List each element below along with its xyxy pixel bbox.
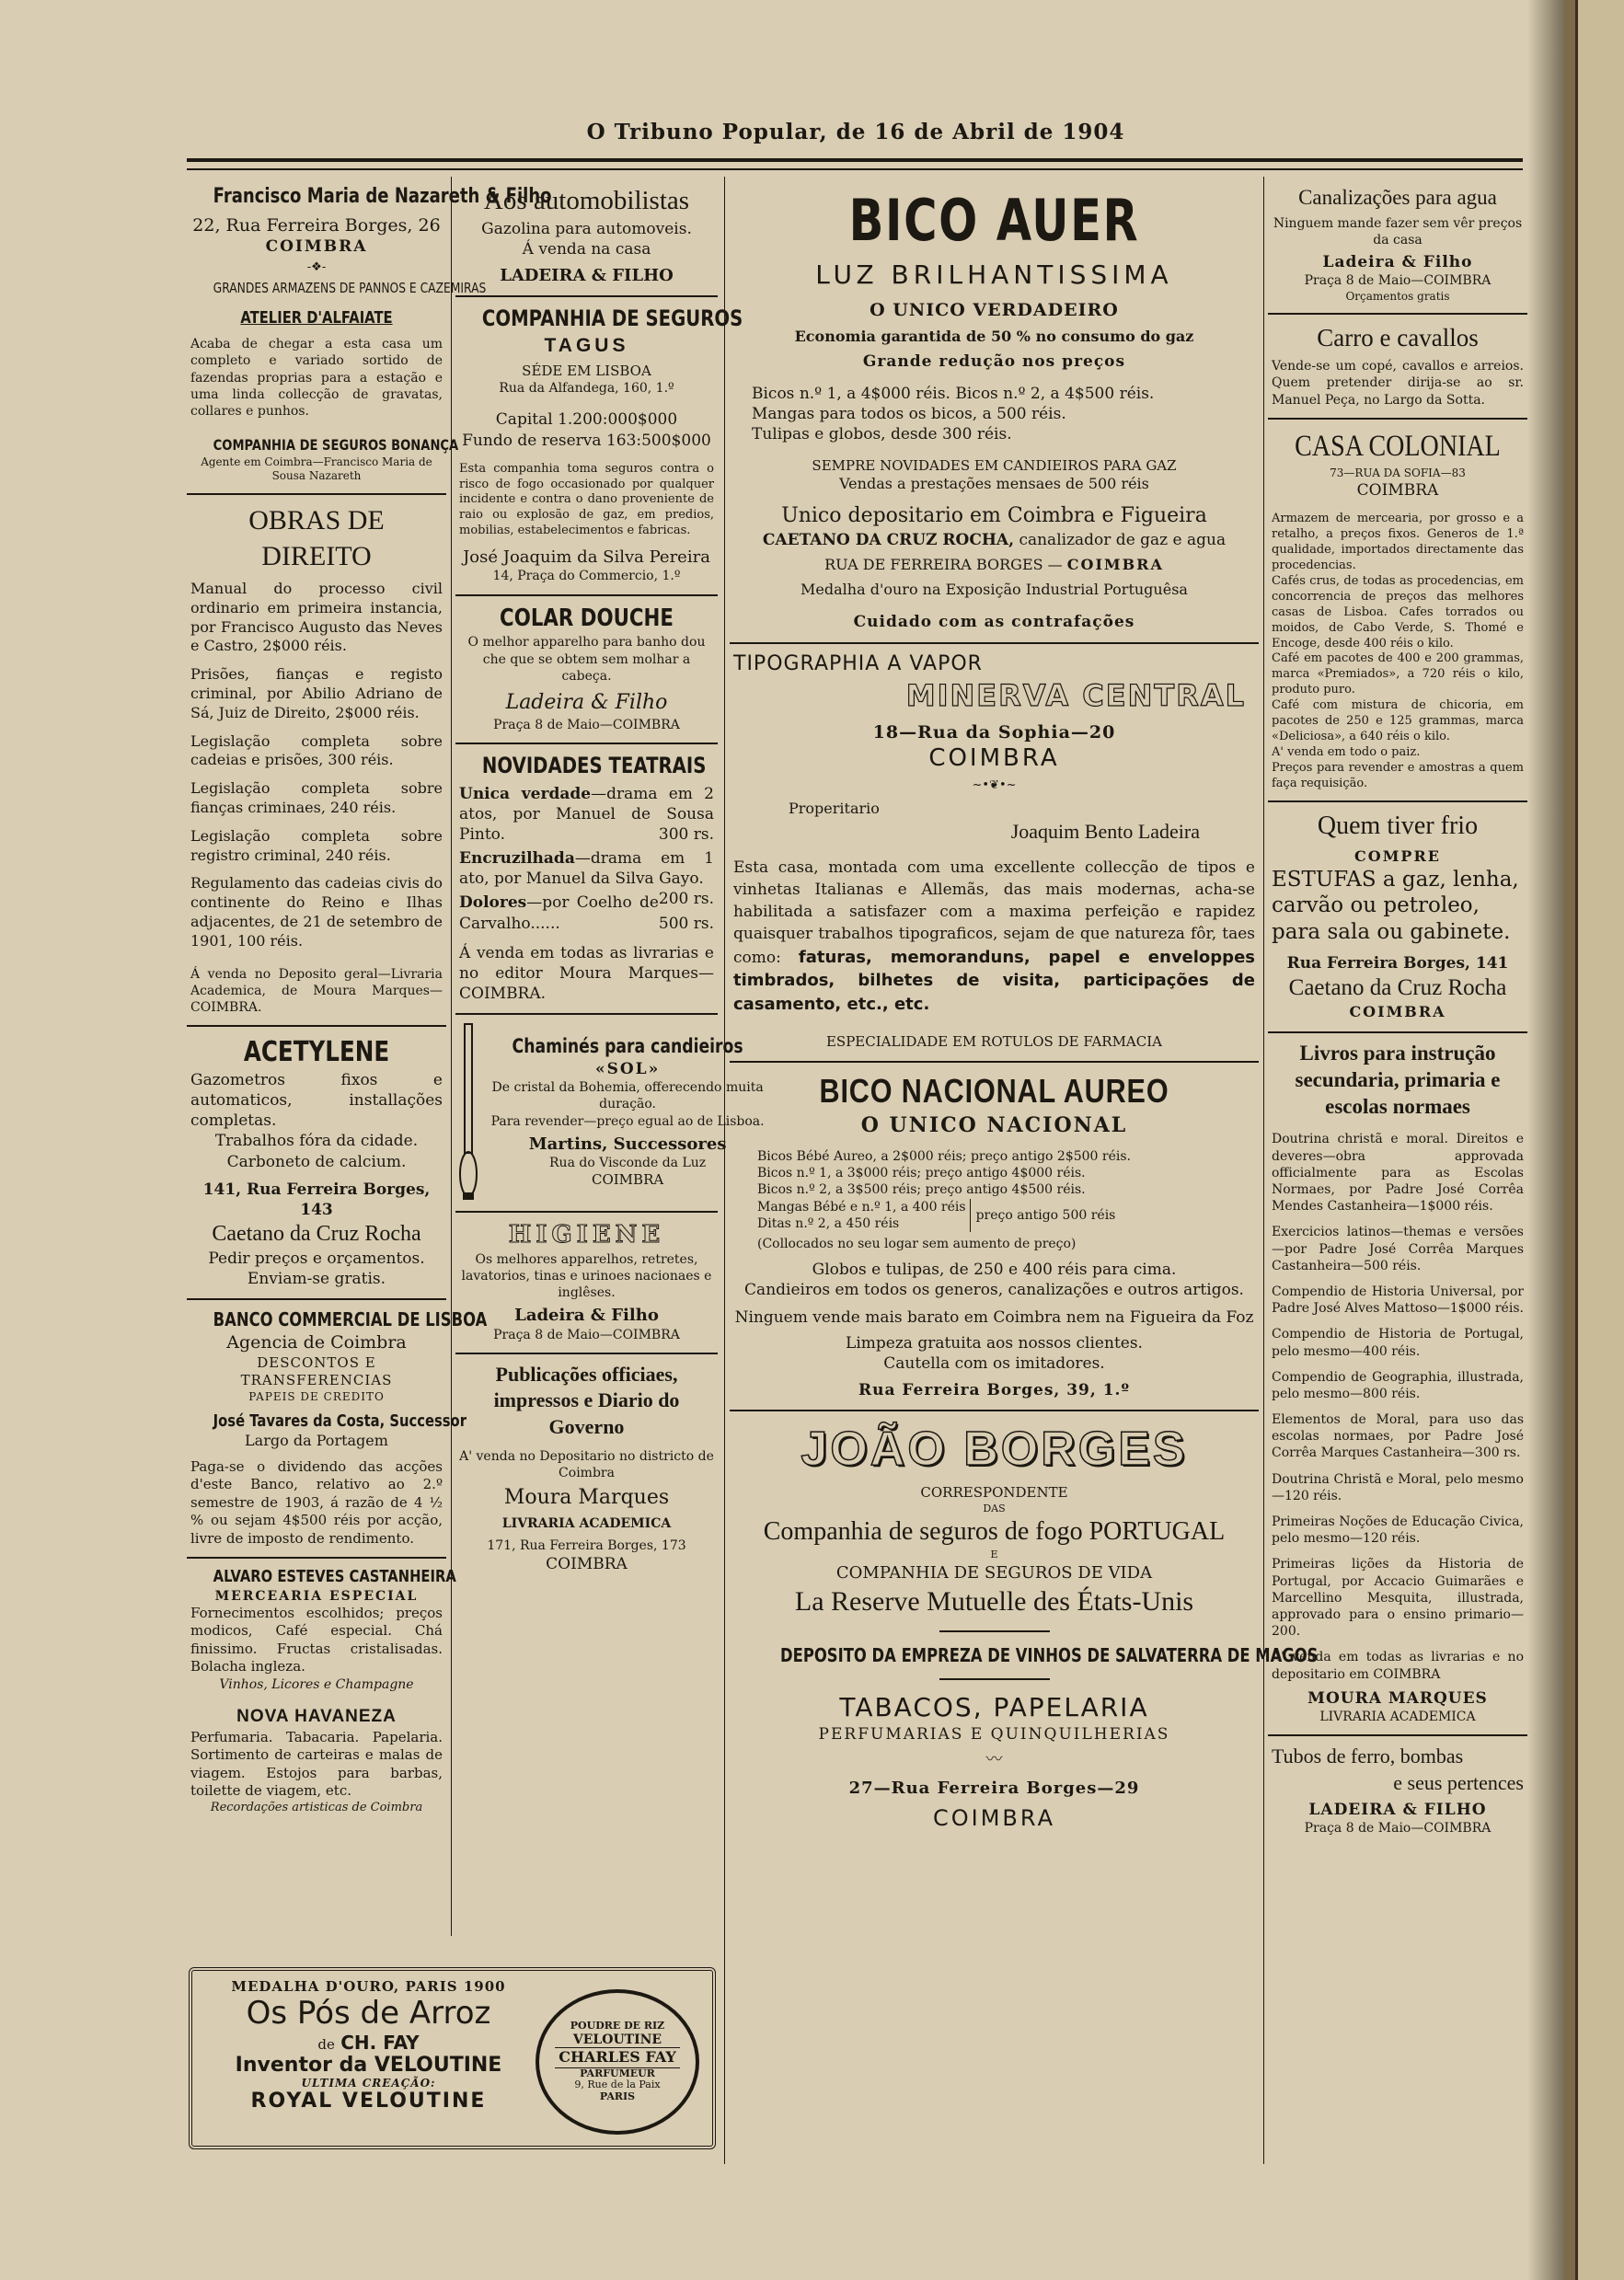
ad-subtitle: COMPRE <box>1354 846 1441 865</box>
ad-publicacoes <box>455 1354 718 1583</box>
column-4 <box>1268 177 1527 1846</box>
ad-address: 27—Rua Ferreira Borges—29 <box>848 1778 1140 1798</box>
ad-text: Trabalhos fóra da cidade. <box>214 1132 419 1151</box>
play-desc: —drama em 1 ato, por Manuel da Silva Gayo. <box>459 849 714 889</box>
ad-subtitle: GRANDES ARMAZENS DE PANNOS E CAZEMIRAS <box>213 280 487 297</box>
ad-text: ULTIMA CREAÇÃO: <box>301 2077 436 2090</box>
column-divider <box>1263 177 1264 2164</box>
ad-city: COIMBRA <box>1356 481 1439 501</box>
ad-text: Paga-se o dividendo das acções d'este Banco, relativo ao 2.º semestre de 1903, á razão de 4 ½ % ou sejam 4$500 réis por acção, livre de imposto de rendimento. <box>190 1457 443 1547</box>
ad-title: Tubos de ferro, bombas <box>1272 1745 1464 1768</box>
ad-text: Café em pacotes de 400 e 200 grammas, marca «Premiados», a 720 réis o kilo, produto puro. <box>1272 651 1524 697</box>
ad-text: Á venda em todas as livrarias e no editor Moura Marques—COIMBRA. <box>459 943 714 1003</box>
price-line: Mangas para todos os bicos, a 500 réis. <box>752 404 1066 423</box>
ad-title: COLAR DOUCHE <box>500 604 674 632</box>
ad-address: 18—Rua da Sophia—20 <box>872 721 1116 743</box>
ad-text: Gazometros fixos e automaticos, installações completas. <box>190 1071 443 1131</box>
ad-name: MOURA MARQUES <box>1307 1688 1488 1708</box>
price-line: Bicos n.º 1, a 4$000 réis. Bicos n.º 2, a 4$500 réis. <box>752 384 1155 403</box>
book-item: Exercicios latinos—themas e versões—por Padre José Corrêa Marques Castanheira—500 réis. <box>1272 1225 1524 1273</box>
ad-text: De cristal da Bohemia, offerecendo muita duração. <box>491 1080 764 1112</box>
price-line: preço antigo 500 réis <box>975 1207 1116 1223</box>
ad-text: Esta companhia toma seguros contra o risco de fogo occasionado por qualquer incidente e contra o dano proveniente de raio ou explosão de gaz, em predios, mobilias, estabelecimentos e fabricas. <box>459 461 714 538</box>
ad-text: Inventor da VELOUTINE <box>235 2054 502 2077</box>
ad-text: E <box>990 1549 998 1561</box>
ad-title: COMPANHIA DE SEGUROS <box>481 305 743 332</box>
ad-canalizacoes <box>1268 177 1527 315</box>
ad-text: CORRESPONDENTE <box>920 1484 1068 1502</box>
ad-title: Livros para instrução secundaria, primaria e escolas normaes <box>1295 1042 1501 1118</box>
ad-city: COIMBRA <box>265 237 368 257</box>
ad-text: Preços para revender e amostras a quem faça requisição. <box>1272 760 1524 790</box>
ad-text: Cautella com os imitadores. <box>883 1354 1105 1374</box>
ad-title: Francisco Maria de Nazareth & Filho <box>213 185 552 208</box>
ad-address: Praça 8 de Maio—COIMBRA <box>493 717 680 732</box>
ad-text: Cafés crus, de todas as procedencias, em concorrencia de preços das melhores casas de Lisboa. Cafes torrados ou moidos, de Cabo Verde, S. Thomé e Encoge, desde 400 réis o kilo. <box>1272 573 1524 651</box>
play-price: 500 rs. <box>658 914 714 933</box>
price-line: Ditas n.º 2, a 450 réis <box>757 1215 900 1231</box>
ad-higiene <box>455 1213 718 1354</box>
page-header: O Tribuno Popular, de 16 de Abril de 1904 <box>586 120 1125 144</box>
ad-chamines <box>455 1015 765 1213</box>
ad-name: LADEIRA & FILHO <box>500 265 674 285</box>
ad-text: Os melhores apparelhos, retretes, lavatorios, tinas e urinoes nacionaes e inglêses. <box>461 1251 712 1301</box>
ad-text: Cuidado com as contrafações <box>853 613 1135 632</box>
price-line: Bicos n.º 1, a 3$000 réis; preço antigo 4$000 réis. <box>757 1166 1086 1181</box>
powder-box-emblem <box>536 1989 699 2135</box>
ad-bico-nacional <box>730 1063 1259 1411</box>
ad-title: Aos automobilistas <box>483 186 690 215</box>
emblem-text: VELOUTINE <box>572 2032 662 2048</box>
ad-name: CH. FAY <box>340 2032 420 2054</box>
ad-title: Os Pós de Arroz <box>246 1995 491 2032</box>
ad-title: ALVARO ESTEVES CASTANHEIRA <box>213 1567 456 1587</box>
ad-name: José Joaquim da Silva Pereira <box>463 547 710 568</box>
price-line: Bicos Bébé Aureo, a 2$000 réis; preço antigo 2$500 réis. <box>757 1148 1132 1164</box>
ad-title: Chaminés para candieiros <box>512 1034 743 1057</box>
ad-text: Companhia de seguros de fogo PORTUGAL <box>763 1517 1226 1547</box>
play-price: 200 rs. <box>658 890 714 909</box>
ad-text: canalizador de gaz e agua <box>1019 530 1227 549</box>
ad-text: Vendas a prestações mensaes de 500 réis <box>839 475 1149 493</box>
ad-text: Unico depositario em Coimbra e Figueira <box>781 504 1207 528</box>
ad-text: ESTUFAS a gaz, lenha, carvão ou petroleo, para sala ou gabinete. <box>1272 867 1519 945</box>
book-item: Doutrina christã e moral. Direitos e deveres—obra approvada officialmente para as Escolas Normaes, por Padre José Corrêa Mendes Castanheira—1$000 réis. <box>1272 1132 1524 1215</box>
price-line: Mangas Bébé e n.º 1, a 400 réis <box>757 1199 966 1215</box>
ad-livros <box>1268 1033 1527 1736</box>
emblem-text: CHARLES FAY <box>555 2047 680 2067</box>
ad-text: Vende-se um copé, cavallos e arreios. Quem pretender dirija-se ao sr. Manuel Peça, no Largo da Sotta. <box>1272 359 1524 408</box>
ad-text: Fundo de reserva 163:500$000 <box>462 431 711 450</box>
ad-text: COMPANHIA DE SEGUROS DE VIDA <box>835 1562 1153 1583</box>
ad-text: A' venda em todo o paiz. <box>1272 744 1421 759</box>
emblem-text: PARFUMEUR <box>580 2067 655 2079</box>
ad-name: Ladeira & Filho <box>1322 253 1473 272</box>
ad-text: ESPECIALIDADE EM ROTULOS DE FARMACIA <box>825 1033 1162 1051</box>
book-item: Legislação completa sobre fianças criminaes, 240 réis. <box>190 779 443 817</box>
ad-subtitle: TABACOS, PAPELARIA <box>839 1692 1149 1723</box>
ad-subtitle: TAGUS <box>544 335 629 357</box>
ad-nazareth <box>187 177 552 495</box>
ad-title: ACETYLENE <box>243 1036 390 1069</box>
book-item: Primeiras Noções de Educação Civica, pelo mesmo—120 réis. <box>1272 1514 1524 1547</box>
ad-city: COIMBRA <box>928 744 1060 773</box>
ad-castanheira <box>187 1559 456 1825</box>
price-line: Tulipas e globos, desde 300 réis. <box>752 424 1012 443</box>
ad-subtitle: ATELIER D'ALFAIATE <box>240 307 393 328</box>
ad-subtitle: MERCEARIA ESPECIAL <box>214 1588 419 1604</box>
ad-text: Esta casa, montada com uma excellente collecção de tipos e vinhetas Italianas e Allemãs, das mais modernas, acha-se habilitada a satisfazer com a maxima perfeição e rapidez quaisquer trabalhos tipograficos, sejam de que natureza fôr, taes como: <box>733 858 1255 967</box>
ad-name: Ladeira & Filho <box>514 1306 659 1326</box>
ad-subtitle: LUZ BRILHANTISSIMA <box>815 259 1173 290</box>
ad-title: Quem tiver frio <box>1317 812 1479 841</box>
ad-name: Caetano da Cruz Rocha <box>212 1221 421 1246</box>
ad-city: COIMBRA <box>1066 555 1164 573</box>
ad-subtitle: Agencia de Coimbra <box>226 1332 407 1353</box>
price-line: Bicos n.º 2, a 3$500 réis; preço antigo 4$500 réis. <box>757 1182 1086 1198</box>
book-item: Elementos de Moral, para uso das escolas normaes, por Padre José Corrêa Marques Castanheira—300 rs. <box>1272 1412 1524 1461</box>
ad-text: Recordações artisticas de Coimbra <box>210 1800 423 1814</box>
book-item: Legislação completa sobre registro criminal, 240 réis. <box>190 826 443 864</box>
ad-subtitle: COMPANHIA DE SEGUROS BONANÇA <box>213 436 459 455</box>
play-desc: —por Coelho de Carvalho...... <box>459 893 659 933</box>
ad-text: Á venda no Deposito geral—Livraria Academica, de Moura Marques—COIMBRA. <box>190 966 443 1015</box>
ad-address: 73—RUA DA SOFIA—83 <box>1330 466 1466 479</box>
ad-name: CAETANO DA CRUZ ROCHA, <box>762 530 1015 549</box>
ad-casa-colonial <box>1268 420 1527 803</box>
ad-text: Vinhos, Licores e Champagne <box>219 1676 414 1692</box>
book-item: Primeiras lições da Historia de Portugal, por Accacio Guimarães e Marcellino Mesquita, illustrada, approvado para o ensino primario—200. <box>1272 1557 1524 1640</box>
ad-bico-auer <box>730 177 1259 644</box>
ad-text: Pedir preços e orçamentos. Enviam-se gratis. <box>208 1249 425 1289</box>
ad-obras-direito <box>187 495 446 1027</box>
ad-address: RUA DE FERREIRA BORGES — <box>824 555 1063 573</box>
ad-address: Rua Ferreira Borges, 141 <box>1286 953 1509 973</box>
ad-address: Rua Ferreira Borges, 39, 1.º <box>858 1380 1130 1399</box>
ad-text: Á venda na casa <box>522 239 651 259</box>
ad-title: MINERVA CENTRAL <box>905 678 1246 714</box>
ad-text: Gazolina para automoveis. <box>481 219 692 238</box>
ad-carro <box>1268 315 1527 420</box>
ad-text: Para revender—preço egual ao de Lisboa. <box>490 1113 765 1129</box>
ad-text: Properitario <box>789 800 880 818</box>
ad-city: COIMBRA <box>591 1171 664 1189</box>
ad-text: Limpeza gratuita aos nossos clientes. <box>846 1334 1143 1353</box>
book-item: Prisões, fianças e registo criminal, por Abilio Adriano de Sá, Juiz de Direito, 2$000 réis. <box>190 665 443 721</box>
play-title: Encruzilhada <box>459 849 575 869</box>
ad-subtitle: O UNICO VERDADEIRO <box>870 299 1119 320</box>
ad-title: BANCO COMMERCIAL DE LISBOA <box>213 1308 488 1331</box>
ad-text: Armazem de mercearia, por grosso e a retalho, a preços fixos. Generos de 1.ª qualidade, importados directamente das procedencias. <box>1272 512 1524 573</box>
ad-subtitle: DEPOSITO DA EMPREZA DE VINHOS DE SALVATERRA DE MAGOS <box>780 1644 1319 1667</box>
lamp-chimney-icon <box>459 1022 478 1202</box>
ad-minerva <box>730 644 1259 1063</box>
column-2 <box>455 177 765 1583</box>
book-item: Manual do processo civil ordinario em primeira instancia, por Francisco Augusto das Neves e Castro, 2$000 réis. <box>190 580 443 655</box>
ad-address: Praça 8 de Maio—COIMBRA <box>1304 1821 1492 1837</box>
ad-subtitle: PAPEIS DE CREDITO <box>248 1389 385 1403</box>
ad-text: A' venda em todas as livrarias e no depositario em COIMBRA <box>1272 1650 1524 1682</box>
ad-text: Medalha d'ouro na Exposição Industrial Portuguêsa <box>800 580 1188 598</box>
ad-text: Fornecimentos escolhidos; preços modicos, Café especial. Chá finissimo. Fructas cristalisadas. Bolacha ingleza. <box>190 1604 443 1675</box>
ad-text: ROYAL VELOUTINE <box>250 2090 487 2113</box>
ad-text: Globos e tulipas, de 250 e 400 réis para cima. <box>812 1261 1177 1280</box>
emblem-text: POUDRE DE RIZ <box>570 2020 665 2032</box>
ad-title: Publicações officiaes, impressos e Diario do Governo <box>493 1362 680 1439</box>
ad-text: SEMPRE NOVIDADES EM CANDIEIROS PARA GAZ <box>812 456 1177 474</box>
ad-text: O melhor apparelho para banho dou che que se obtem sem molhar a cabeça. <box>467 635 706 684</box>
ad-subtitle: DESCONTOS E TRANSFERENCIAS <box>240 1353 393 1389</box>
ad-address: Rua da Alfandega, 160, 1.º <box>499 381 674 397</box>
ad-joao-borges <box>730 1411 1319 1843</box>
ad-text: DAS <box>983 1502 1006 1514</box>
ornament: ~•❦•~ <box>972 778 1017 793</box>
ad-address: 14, Praça do Commercio, 1.º <box>492 569 681 584</box>
ad-subtitle: LIVRARIA ACADEMICA <box>501 1515 672 1531</box>
ad-text: Perfumaria. Tabacaria. Papelaria. Sortimento de carteiras e malas de viagem. Estojos para barbas, toilette de viagem, etc. <box>190 1728 443 1800</box>
ad-name: Joaquim Bento Ladeira <box>1010 819 1200 843</box>
ad-address: 141, Rua Ferreira Borges, 143 <box>202 1180 431 1219</box>
ad-text: Orçamentos gratis <box>1345 289 1450 303</box>
ad-city: COIMBRA <box>932 1805 1056 1832</box>
ad-city: COIMBRA <box>546 1554 628 1573</box>
ad-name: Caetano da Cruz Rocha <box>1288 974 1507 1000</box>
ad-city: COIMBRA <box>1349 1003 1446 1021</box>
ad-text: faturas, memoranduns, papel e enveloppes timbrados, bilhetes de visita, participações de casamento, etc., etc. <box>733 947 1255 1015</box>
ad-text: Ninguem mande fazer sem vêr preços da casa <box>1273 215 1523 248</box>
play-title: Unica verdade <box>459 784 592 803</box>
ad-subtitle: PERFUMARIAS E QUINQUILHERIAS <box>818 1725 1170 1745</box>
ad-text: SÉDE EM LISBOA <box>522 362 651 379</box>
ad-address: 22, Rua Ferreira Borges, 26 <box>192 214 441 236</box>
book-item: Compendio de Historia de Portugal, pelo mesmo—400 réis. <box>1272 1327 1524 1359</box>
ad-title: e seus pertences <box>1393 1770 1524 1794</box>
page-edge <box>1575 0 1624 2280</box>
book-item: Regulamento das cadeias civis do continente do Reino e Ilhas adjacentes, de 21 de setembro de 1901, 100 réis. <box>190 874 443 950</box>
ad-banco <box>187 1300 488 1559</box>
emblem-text: PARIS <box>599 2090 636 2102</box>
ad-subtitle: «SOL» <box>594 1060 661 1079</box>
ad-text: Capital 1.200:000$000 <box>495 410 678 430</box>
ad-title: BICO AUER <box>848 187 1140 254</box>
ad-text: Grande redução nos preços <box>862 352 1126 372</box>
ad-subtitle: TIPOGRAPHIA A VAPOR <box>733 651 983 675</box>
ad-name: LADEIRA & FILHO <box>1308 1801 1487 1820</box>
play-price: 300 rs. <box>658 825 714 845</box>
ad-address: Largo da Portagem <box>245 1431 388 1449</box>
ad-name: Martins, Successores <box>528 1134 727 1154</box>
ornament: 〰 <box>985 1749 1003 1769</box>
ad-text: Café com mistura de chicoria, em pacotes de 250 e 125 grammas, marca «Deliciosa», a 640 réis o kilo. <box>1272 698 1524 743</box>
ad-title: Canalizações para agua <box>1298 186 1497 209</box>
ad-text: A' venda no Depositario no districto de Coimbra <box>459 1448 714 1480</box>
book-item: Compendio de Geographia, illustrada, pelo mesmo—800 réis. <box>1272 1369 1524 1401</box>
book-item: Compendio de Historia Universal, por Padre José Alves Mattoso—1$000 réis. <box>1272 1284 1524 1317</box>
ad-text: Ninguem vende mais barato em Coimbra nem na Figueira da Foz <box>734 1308 1254 1328</box>
divider <box>939 1630 1050 1632</box>
ad-title: OBRAS DE DIREITO <box>248 505 385 572</box>
ad-automobilistas <box>455 177 718 297</box>
ad-tubos <box>1268 1736 1527 1846</box>
book-item: Doutrina Christã e Moral, pelo mesmo—120 réis. <box>1272 1471 1524 1503</box>
ad-name: Ladeira & Filho <box>505 691 668 715</box>
ad-title: BICO NACIONAL AUREO <box>819 1071 1169 1110</box>
ad-name: Moura Marques <box>503 1486 670 1510</box>
ad-title: NOVIDADES TEATRAIS <box>481 752 707 778</box>
ad-title: NOVA HAVANEZA <box>236 1706 397 1726</box>
ad-frio <box>1268 802 1527 1033</box>
ad-colar-douche <box>455 596 718 744</box>
ad-text: Agente em Coimbra—Francisco Maria de Sousa Nazareth <box>201 455 432 483</box>
ad-address: Praça 8 de Maio—COIMBRA <box>493 1327 680 1342</box>
book-item: Legislação completa sobre cadeias e prisões, 300 réis. <box>190 731 443 769</box>
ad-acetylene <box>187 1027 446 1300</box>
ad-text: Candieiros em todos os generos, canalizações e outros artigos. <box>744 1281 1244 1300</box>
ad-address: 171, Rua Ferreira Borges, 173 <box>487 1537 686 1553</box>
play-title: Dolores <box>459 893 527 913</box>
ornament: -❖- <box>306 260 327 275</box>
ad-text: MEDALHA D'OURO, PARIS 1900 <box>231 1978 506 1995</box>
ad-subtitle: O UNICO NACIONAL <box>860 1113 1128 1138</box>
ad-title: JOÃO BORGES <box>800 1422 1188 1476</box>
emblem-text: 9, Rue de la Paix <box>574 2078 661 2091</box>
header-rule <box>187 158 1523 170</box>
divider <box>939 1678 1050 1680</box>
ad-address: Praça 8 de Maio—COIMBRA <box>1304 273 1492 289</box>
ad-text: La Reserve Mutuelle des États-Unis <box>794 1586 1194 1618</box>
ad-subtitle: LIVRARIA ACADEMICA <box>1319 1709 1476 1724</box>
ad-address: Rua do Visconde da Luz <box>549 1156 707 1171</box>
ad-text: Carboneto de calcium. <box>226 1152 407 1171</box>
ad-text: de <box>317 2036 335 2053</box>
ad-text: Acaba de chegar a esta casa um completo e variado sortido de fazendas proprias para a estação e uma linda collecção de gravatas, collares e punhos. <box>190 337 443 419</box>
ad-title: Carro e cavallos <box>1317 324 1479 352</box>
ad-tagus <box>455 297 743 595</box>
ad-ch-fay <box>189 1967 716 2149</box>
ad-name: José Tavares da Costa, Successor <box>213 1411 466 1431</box>
price-line: (Collocados no seu logar sem aumento de preço) <box>757 1236 1077 1251</box>
ad-title: CASA COLONIAL <box>1295 429 1501 463</box>
ad-novidades <box>455 744 718 1015</box>
play-desc: —drama em 2 atos, por Manuel de Sousa Pinto. <box>459 784 714 845</box>
ad-text: Economia garantida de 50 % no consumo do gaz <box>794 327 1194 345</box>
column-3 <box>730 177 1319 1843</box>
ad-title: HIGIENE <box>508 1220 665 1249</box>
